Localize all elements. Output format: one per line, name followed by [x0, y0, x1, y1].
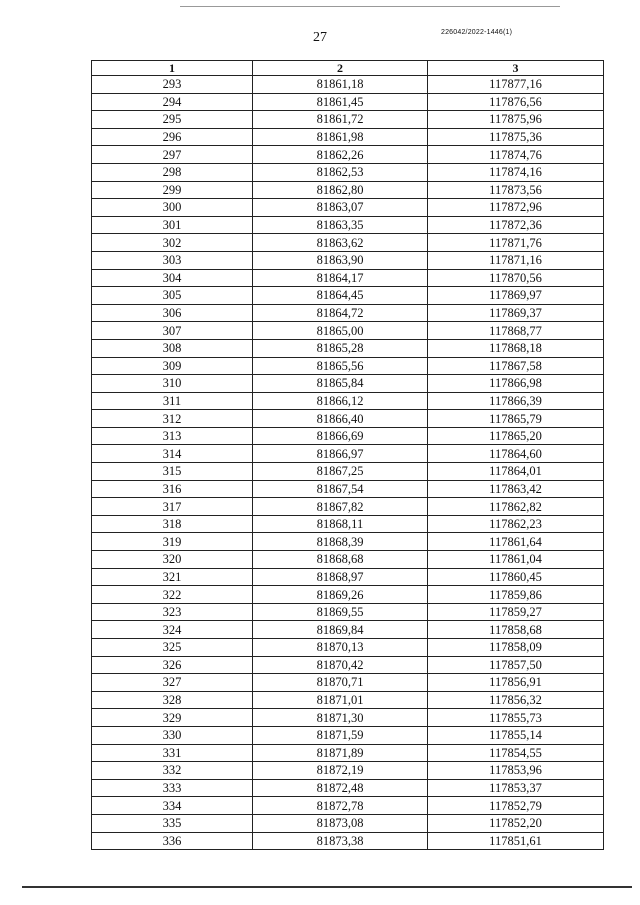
point-number-cell: 319 — [92, 533, 253, 551]
table-row — [92, 639, 604, 657]
coordinates-table — [91, 60, 604, 850]
x-coordinate-cell: 81870,13 — [253, 639, 428, 657]
table-row — [92, 515, 604, 533]
y-coordinate-cell: 117856,32 — [428, 691, 604, 709]
table-row — [92, 551, 604, 569]
y-coordinate-cell: 117857,50 — [428, 656, 604, 674]
y-coordinate-cell: 117872,36 — [428, 216, 604, 234]
x-coordinate-cell: 81863,35 — [253, 216, 428, 234]
y-coordinate-cell: 117862,23 — [428, 515, 604, 533]
x-coordinate-cell: 81872,78 — [253, 797, 428, 815]
point-number-cell: 325 — [92, 639, 253, 657]
table-row — [92, 656, 604, 674]
table-row — [92, 251, 604, 269]
y-coordinate-cell: 117864,01 — [428, 463, 604, 481]
table-row — [92, 797, 604, 815]
y-coordinate-cell: 117870,56 — [428, 269, 604, 287]
y-coordinate-cell: 117860,45 — [428, 568, 604, 586]
y-coordinate-cell: 117859,86 — [428, 586, 604, 604]
x-coordinate-cell: 81864,45 — [253, 287, 428, 305]
x-coordinate-cell: 81869,84 — [253, 621, 428, 639]
table-row — [92, 603, 604, 621]
point-number-cell: 326 — [92, 656, 253, 674]
y-coordinate-cell: 117873,56 — [428, 181, 604, 199]
x-coordinate-cell: 81871,59 — [253, 726, 428, 744]
x-coordinate-cell: 81867,82 — [253, 498, 428, 516]
bottom-scan-rule — [22, 886, 632, 888]
table-row — [92, 480, 604, 498]
x-coordinate-cell: 81865,84 — [253, 375, 428, 393]
table-row — [92, 814, 604, 832]
point-number-cell: 301 — [92, 216, 253, 234]
point-number-cell: 330 — [92, 726, 253, 744]
table-row — [92, 304, 604, 322]
x-coordinate-cell: 81866,40 — [253, 410, 428, 428]
table-row — [92, 199, 604, 217]
table-row — [92, 621, 604, 639]
point-number-cell: 300 — [92, 199, 253, 217]
x-coordinate-cell: 81861,45 — [253, 93, 428, 111]
table-row — [92, 463, 604, 481]
column-header-1: 1 — [92, 61, 253, 76]
point-number-cell: 316 — [92, 480, 253, 498]
y-coordinate-cell: 117865,79 — [428, 410, 604, 428]
y-coordinate-cell: 117877,16 — [428, 76, 604, 94]
x-coordinate-cell: 81865,00 — [253, 322, 428, 340]
y-coordinate-cell: 117852,79 — [428, 797, 604, 815]
point-number-cell: 303 — [92, 251, 253, 269]
x-coordinate-cell: 81865,28 — [253, 339, 428, 357]
y-coordinate-cell: 117855,73 — [428, 709, 604, 727]
point-number-cell: 309 — [92, 357, 253, 375]
point-number-cell: 332 — [92, 762, 253, 780]
table-row — [92, 392, 604, 410]
point-number-cell: 331 — [92, 744, 253, 762]
table-row — [92, 339, 604, 357]
y-coordinate-cell: 117872,96 — [428, 199, 604, 217]
table-row — [92, 269, 604, 287]
point-number-cell: 315 — [92, 463, 253, 481]
y-coordinate-cell: 117868,77 — [428, 322, 604, 340]
table-row — [92, 762, 604, 780]
x-coordinate-cell: 81862,26 — [253, 146, 428, 164]
table-row — [92, 375, 604, 393]
y-coordinate-cell: 117855,14 — [428, 726, 604, 744]
table-row — [92, 533, 604, 551]
y-coordinate-cell: 117865,20 — [428, 427, 604, 445]
page-number: 27 — [313, 30, 327, 45]
point-number-cell: 297 — [92, 146, 253, 164]
point-number-cell: 308 — [92, 339, 253, 357]
column-header-2: 2 — [253, 61, 428, 76]
table-row — [92, 709, 604, 727]
point-number-cell: 328 — [92, 691, 253, 709]
point-number-cell: 296 — [92, 128, 253, 146]
x-coordinate-cell: 81868,97 — [253, 568, 428, 586]
y-coordinate-cell: 117871,16 — [428, 251, 604, 269]
x-coordinate-cell: 81870,42 — [253, 656, 428, 674]
x-coordinate-cell: 81861,72 — [253, 111, 428, 129]
table-row — [92, 410, 604, 428]
table-row — [92, 146, 604, 164]
table-row — [92, 93, 604, 111]
point-number-cell: 327 — [92, 674, 253, 692]
x-coordinate-cell: 81866,97 — [253, 445, 428, 463]
y-coordinate-cell: 117863,42 — [428, 480, 604, 498]
point-number-cell: 298 — [92, 163, 253, 181]
point-number-cell: 318 — [92, 515, 253, 533]
y-coordinate-cell: 117861,64 — [428, 533, 604, 551]
x-coordinate-cell: 81862,80 — [253, 181, 428, 199]
point-number-cell: 306 — [92, 304, 253, 322]
y-coordinate-cell: 117861,04 — [428, 551, 604, 569]
x-coordinate-cell: 81865,56 — [253, 357, 428, 375]
x-coordinate-cell: 81868,11 — [253, 515, 428, 533]
point-number-cell: 305 — [92, 287, 253, 305]
point-number-cell: 320 — [92, 551, 253, 569]
y-coordinate-cell: 117853,37 — [428, 779, 604, 797]
y-coordinate-cell: 117867,58 — [428, 357, 604, 375]
table-row — [92, 234, 604, 252]
table-row — [92, 357, 604, 375]
y-coordinate-cell: 117869,37 — [428, 304, 604, 322]
y-coordinate-cell: 117876,56 — [428, 93, 604, 111]
point-number-cell: 335 — [92, 814, 253, 832]
x-coordinate-cell: 81872,48 — [253, 779, 428, 797]
y-coordinate-cell: 117875,36 — [428, 128, 604, 146]
point-number-cell: 304 — [92, 269, 253, 287]
document-reference: 226042/2022-1446(1) — [441, 29, 513, 36]
y-coordinate-cell: 117874,76 — [428, 146, 604, 164]
point-number-cell: 336 — [92, 832, 253, 850]
x-coordinate-cell: 81869,26 — [253, 586, 428, 604]
y-coordinate-cell: 117852,20 — [428, 814, 604, 832]
point-number-cell: 323 — [92, 603, 253, 621]
point-number-cell: 307 — [92, 322, 253, 340]
x-coordinate-cell: 81861,18 — [253, 76, 428, 94]
table-row — [92, 163, 604, 181]
point-number-cell: 324 — [92, 621, 253, 639]
y-coordinate-cell: 117866,39 — [428, 392, 604, 410]
y-coordinate-cell: 117858,09 — [428, 639, 604, 657]
table-row — [92, 427, 604, 445]
x-coordinate-cell: 81863,90 — [253, 251, 428, 269]
table-row — [92, 726, 604, 744]
table-row — [92, 216, 604, 234]
y-coordinate-cell: 117866,98 — [428, 375, 604, 393]
table-row — [92, 744, 604, 762]
table-row — [92, 498, 604, 516]
x-coordinate-cell: 81867,54 — [253, 480, 428, 498]
column-header-3: 3 — [428, 61, 604, 76]
point-number-cell: 322 — [92, 586, 253, 604]
point-number-cell: 310 — [92, 375, 253, 393]
x-coordinate-cell: 81863,62 — [253, 234, 428, 252]
y-coordinate-cell: 117853,96 — [428, 762, 604, 780]
point-number-cell: 329 — [92, 709, 253, 727]
point-number-cell: 333 — [92, 779, 253, 797]
y-coordinate-cell: 117858,68 — [428, 621, 604, 639]
point-number-cell: 313 — [92, 427, 253, 445]
top-scan-rule — [180, 6, 560, 7]
x-coordinate-cell: 81866,12 — [253, 392, 428, 410]
point-number-cell: 293 — [92, 76, 253, 94]
table-row — [92, 76, 604, 94]
table-row — [92, 832, 604, 850]
table-row — [92, 586, 604, 604]
x-coordinate-cell: 81873,08 — [253, 814, 428, 832]
x-coordinate-cell: 81871,01 — [253, 691, 428, 709]
point-number-cell: 295 — [92, 111, 253, 129]
y-coordinate-cell: 117869,97 — [428, 287, 604, 305]
x-coordinate-cell: 81869,55 — [253, 603, 428, 621]
x-coordinate-cell: 81867,25 — [253, 463, 428, 481]
table-row — [92, 674, 604, 692]
x-coordinate-cell: 81868,39 — [253, 533, 428, 551]
y-coordinate-cell: 117862,82 — [428, 498, 604, 516]
point-number-cell: 321 — [92, 568, 253, 586]
point-number-cell: 294 — [92, 93, 253, 111]
y-coordinate-cell: 117854,55 — [428, 744, 604, 762]
point-number-cell: 302 — [92, 234, 253, 252]
table-header-row — [92, 61, 604, 76]
y-coordinate-cell: 117868,18 — [428, 339, 604, 357]
x-coordinate-cell: 81868,68 — [253, 551, 428, 569]
table-body — [92, 76, 604, 850]
x-coordinate-cell: 81866,69 — [253, 427, 428, 445]
table-row — [92, 181, 604, 199]
x-coordinate-cell: 81872,19 — [253, 762, 428, 780]
x-coordinate-cell: 81864,17 — [253, 269, 428, 287]
x-coordinate-cell: 81864,72 — [253, 304, 428, 322]
y-coordinate-cell: 117856,91 — [428, 674, 604, 692]
table-row — [92, 445, 604, 463]
x-coordinate-cell: 81861,98 — [253, 128, 428, 146]
x-coordinate-cell: 81862,53 — [253, 163, 428, 181]
point-number-cell: 311 — [92, 392, 253, 410]
point-number-cell: 334 — [92, 797, 253, 815]
point-number-cell: 299 — [92, 181, 253, 199]
table-row — [92, 322, 604, 340]
y-coordinate-cell: 117874,16 — [428, 163, 604, 181]
y-coordinate-cell: 117871,76 — [428, 234, 604, 252]
table-row — [92, 779, 604, 797]
table-row — [92, 691, 604, 709]
table-row — [92, 111, 604, 129]
table-row — [92, 568, 604, 586]
y-coordinate-cell: 117851,61 — [428, 832, 604, 850]
table-row — [92, 128, 604, 146]
point-number-cell: 314 — [92, 445, 253, 463]
x-coordinate-cell: 81863,07 — [253, 199, 428, 217]
x-coordinate-cell: 81871,89 — [253, 744, 428, 762]
x-coordinate-cell: 81871,30 — [253, 709, 428, 727]
point-number-cell: 312 — [92, 410, 253, 428]
x-coordinate-cell: 81873,38 — [253, 832, 428, 850]
y-coordinate-cell: 117875,96 — [428, 111, 604, 129]
y-coordinate-cell: 117864,60 — [428, 445, 604, 463]
point-number-cell: 317 — [92, 498, 253, 516]
y-coordinate-cell: 117859,27 — [428, 603, 604, 621]
x-coordinate-cell: 81870,71 — [253, 674, 428, 692]
table-row — [92, 287, 604, 305]
